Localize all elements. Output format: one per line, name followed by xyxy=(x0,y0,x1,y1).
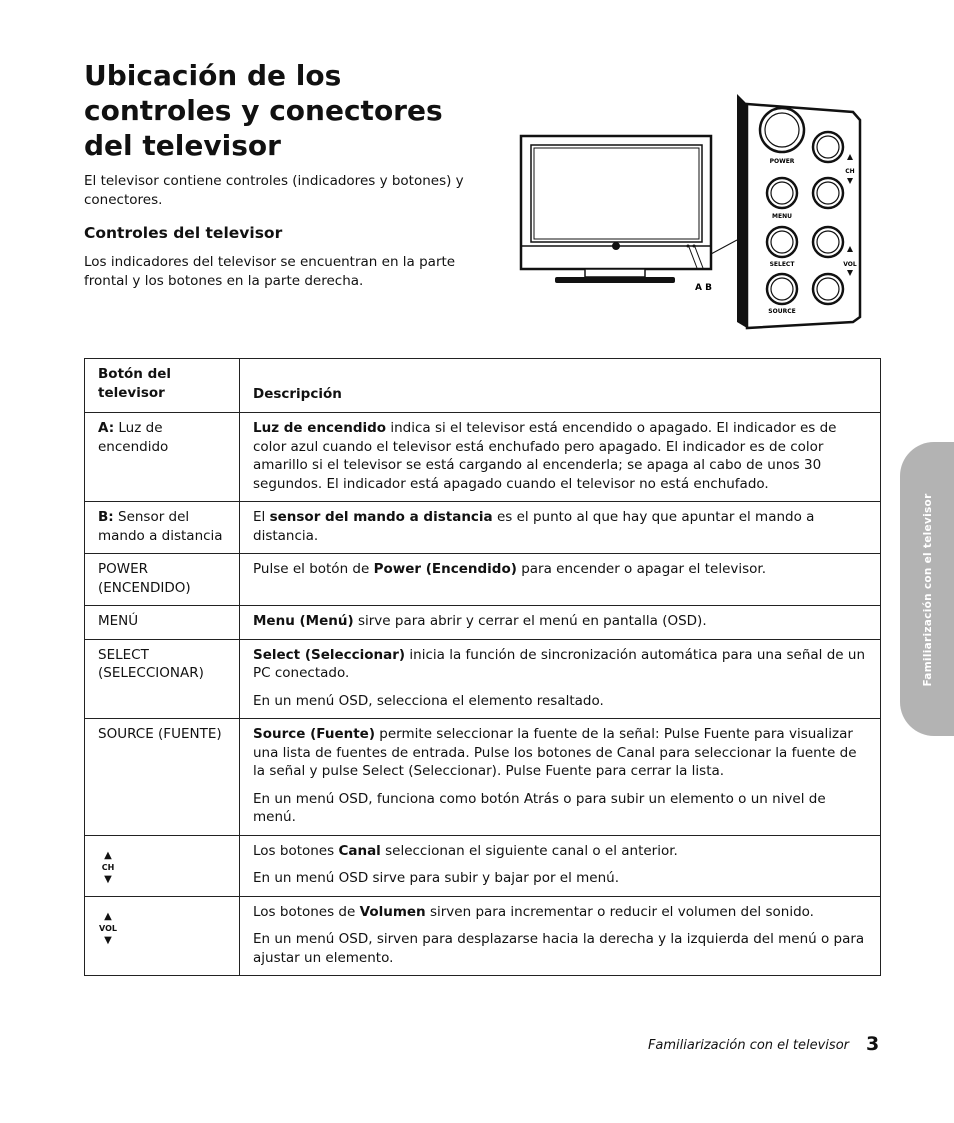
chapter-side-tab-label: Familiarización con el televisor xyxy=(922,493,934,687)
table-row xyxy=(85,554,881,606)
table-row xyxy=(85,413,881,502)
title-line: controles y conectores xyxy=(84,94,443,127)
description-text: para encender o apagar el televisor. xyxy=(516,561,767,577)
table-row xyxy=(85,896,881,976)
row-button-code: B: xyxy=(98,509,114,525)
arrow-up-icon: ▲ xyxy=(104,849,112,861)
table-row xyxy=(85,719,881,836)
page-title xyxy=(84,58,504,163)
description-term: Canal xyxy=(338,842,381,859)
row-description-cell xyxy=(240,413,881,502)
description-osd-note: En un menú OSD, selecciona el elemento resaltado. xyxy=(253,692,604,709)
vol-label: VOL xyxy=(843,261,857,268)
description-text: indica si el televisor está encendido o apagado. El indicador es de color azul cuando el televisor está enchufado pero apagado. El indicador es de color amarillo si el televisor se está cargando al encenderla; se apaga al cabo de unos 30 segundos. El indicador está apagado cuando el televisor no está enchufado. xyxy=(253,420,837,492)
row-button-name: POWER (ENCENDIDO) xyxy=(85,554,240,606)
table-row xyxy=(85,835,881,896)
callout-label: A B xyxy=(695,283,712,293)
row-description-cell xyxy=(240,606,881,640)
row-button-name: MENÚ xyxy=(85,606,240,640)
footer-chapter-title: Familiarización con el televisor xyxy=(647,1038,849,1053)
row-button-name: SOURCE (FUENTE) xyxy=(85,719,240,836)
row-button-cell xyxy=(85,413,240,502)
row-button-text: Sensor del mando a distancia xyxy=(98,509,223,544)
power-button-label: POWER xyxy=(769,158,795,165)
tv-side-panel xyxy=(737,94,860,328)
description-prefix: Pulse el botón de xyxy=(253,561,374,577)
row-description-cell xyxy=(240,719,881,836)
description-term: Luz de encendido xyxy=(253,420,387,436)
description-osd-note: En un menú OSD sirve para subir y bajar por el menú. xyxy=(253,870,620,886)
arrow-up-icon: ▲ xyxy=(104,910,112,922)
description-paragraph xyxy=(253,842,870,861)
description-term: Power (Encendido) xyxy=(373,561,517,577)
tv-front-illustration xyxy=(521,136,737,283)
description-osd-note: En un menú OSD, sirven para desplazarse hacia la derecha y la izquierda del menú o para ajustar un elemento. xyxy=(253,931,865,966)
row-description-cell xyxy=(240,896,881,976)
table-row xyxy=(85,606,881,640)
table-row xyxy=(85,639,881,719)
ch-icon-label: CH xyxy=(101,862,115,872)
controls-table xyxy=(84,358,881,976)
table-row xyxy=(85,502,881,554)
description-paragraph xyxy=(253,903,870,922)
description-term: Source (Fuente) xyxy=(253,726,376,742)
source-button-label: SOURCE xyxy=(768,308,796,315)
intro-text: El televisor contiene controles (indicadores y botones) y conectores. xyxy=(84,173,464,208)
vol-icon-label: VOL xyxy=(99,923,117,933)
row-button-text: Luz de encendido xyxy=(98,420,169,455)
vol-icon xyxy=(98,903,118,946)
description-text: sirven para incrementar o reducir el volumen del sonido. xyxy=(425,903,814,920)
table-header-row xyxy=(85,359,881,413)
description-text: permite seleccionar la fuente de la señal: Pulse Fuente para visualizar una lista de fuentes de entrada. Pulse los botones de Canal para seleccionar la fuente de la señal y pulse Select (Seleccionar). Pulse Fuente para cerrar la lista. xyxy=(253,726,857,779)
header-description: Descripción xyxy=(240,359,881,413)
section-heading: Controles del televisor xyxy=(84,224,283,242)
row-button-cell xyxy=(85,502,240,554)
ch-icon xyxy=(98,842,118,885)
row-description-cell xyxy=(240,639,881,719)
row-description-cell xyxy=(240,554,881,606)
menu-button-label: MENU xyxy=(772,213,792,220)
description-text: seleccionan el siguiente canal o el anterior. xyxy=(380,842,678,859)
description-prefix: Los botones de xyxy=(253,903,360,920)
row-button-cell xyxy=(85,896,240,976)
description-osd-note: En un menú OSD, funciona como botón Atrás o para subir un elemento o un nivel de menú. xyxy=(253,790,826,825)
row-button-name: SELECT (SELECCIONAR) xyxy=(85,639,240,719)
description-paragraph xyxy=(253,646,870,683)
description-prefix: Los botones xyxy=(253,842,339,859)
description-term: Menu (Menú) xyxy=(253,613,354,629)
row-description-cell xyxy=(240,502,881,554)
page-number: 3 xyxy=(866,1033,880,1055)
description-paragraph xyxy=(253,725,870,781)
description-term: sensor del mando a distancia xyxy=(269,509,493,525)
description-term: Select (Seleccionar) xyxy=(253,646,406,663)
row-description-cell xyxy=(240,835,881,896)
description-text: inicia la función de sincronización automática para una señal de un PC conectado. xyxy=(253,646,865,681)
section-paragraph: Los indicadores del televisor se encuentran en la parte frontal y los botones en la parte derecha. xyxy=(84,254,456,289)
header-button: Botón del televisor xyxy=(85,359,240,413)
select-button-label: SELECT xyxy=(769,261,795,268)
arrow-down-icon: ▼ xyxy=(104,934,112,946)
title-line: del televisor xyxy=(84,129,281,162)
arrow-down-icon: ▼ xyxy=(104,873,112,885)
title-line: Ubicación de los xyxy=(84,59,342,92)
description-text: es el punto al que hay que apuntar el mando a distancia. xyxy=(253,509,815,544)
ch-label: CH xyxy=(845,168,855,175)
description-term: Volumen xyxy=(359,903,426,920)
description-text: sirve para abrir y cerrar el menú en pantalla (OSD). xyxy=(353,613,707,629)
tv-diagram xyxy=(515,90,875,335)
description-prefix: El xyxy=(253,509,270,525)
row-button-code: A: xyxy=(98,420,115,436)
row-button-cell xyxy=(85,835,240,896)
